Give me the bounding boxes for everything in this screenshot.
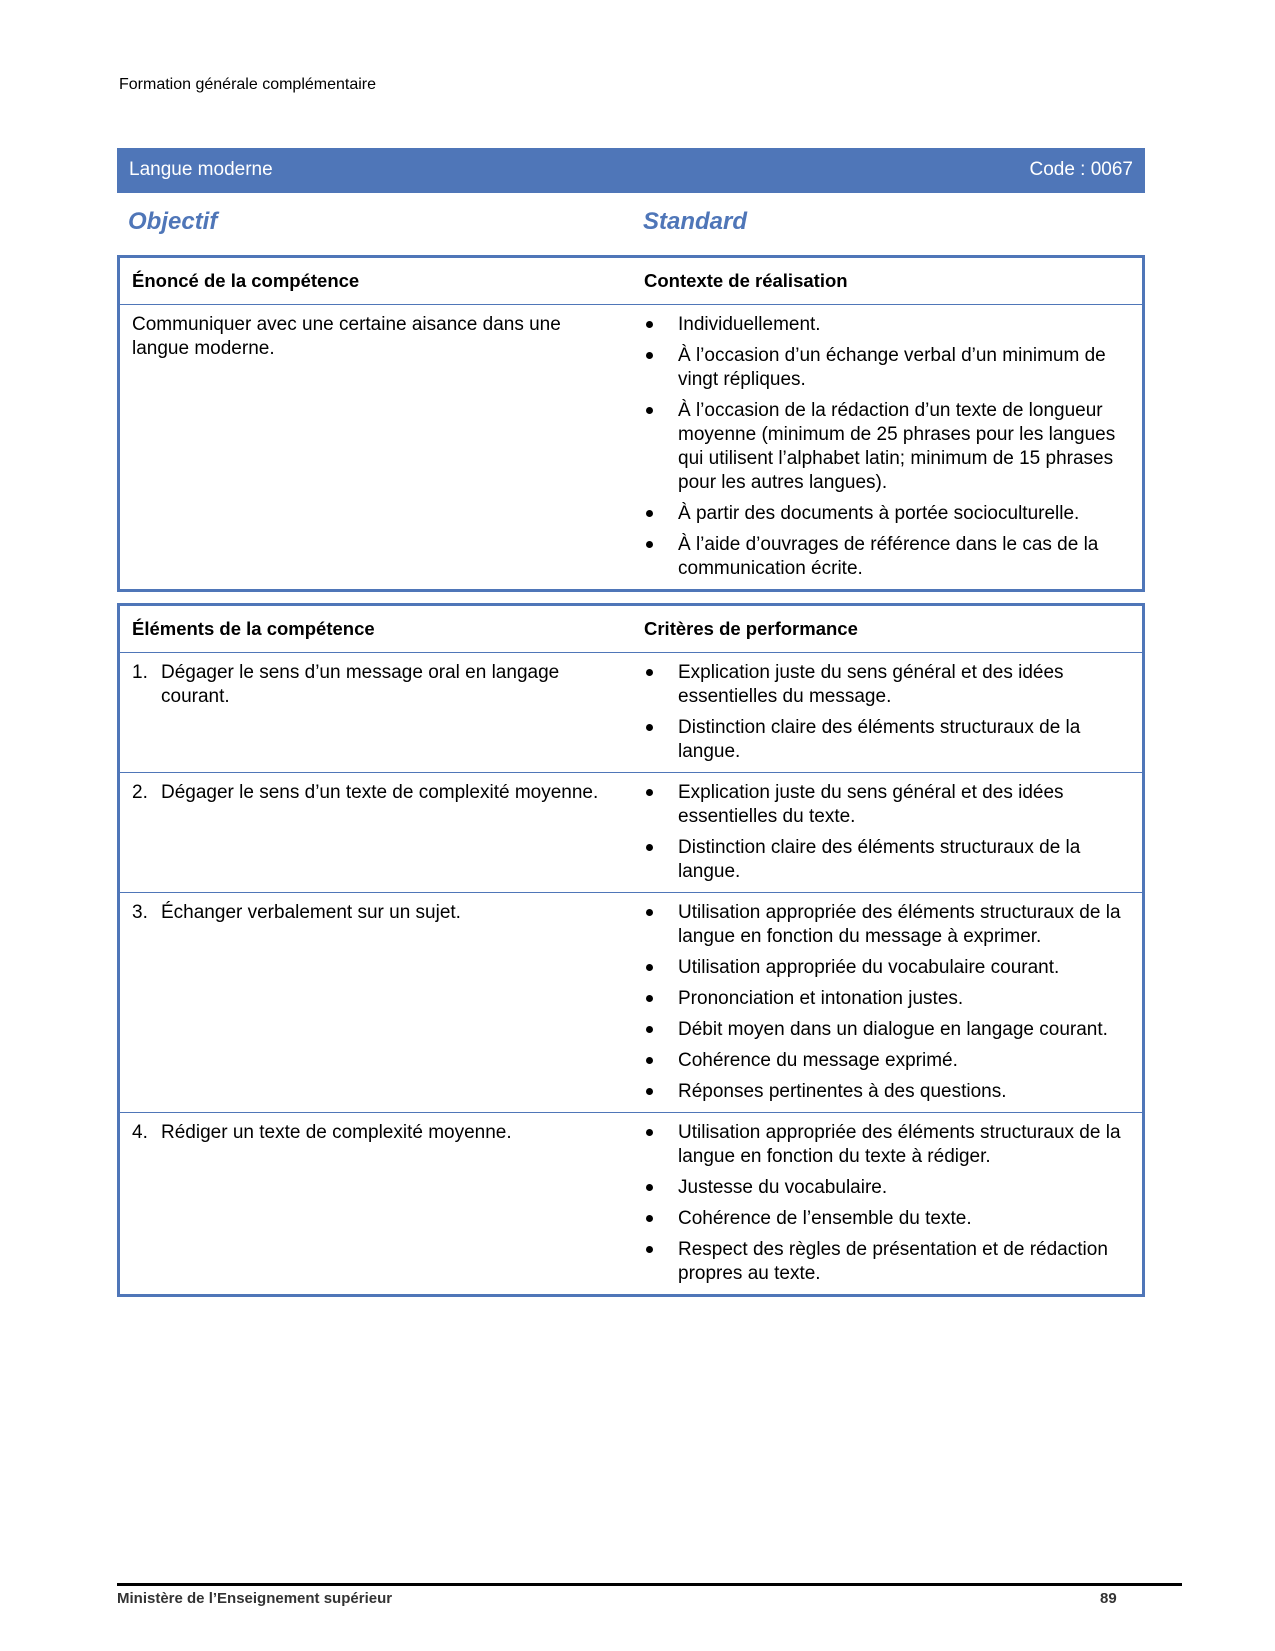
footer-rule bbox=[117, 1583, 1182, 1586]
element-text: Dégager le sens d’un message oral en langage courant. bbox=[161, 662, 560, 707]
bullet-icon bbox=[646, 1184, 653, 1191]
bullet-icon bbox=[646, 995, 653, 1002]
list-item: Cohérence du message exprimé. bbox=[644, 1049, 1134, 1073]
list-item: À partir des documents à portée socioculturelle. bbox=[644, 502, 1134, 526]
course-title-bar bbox=[117, 148, 1145, 193]
bullet-icon bbox=[646, 510, 653, 517]
list-item: Distinction claire des éléments structuraux de la langue. bbox=[644, 836, 1134, 884]
criteres-list bbox=[644, 661, 1134, 764]
list-item: Prononciation et intonation justes. bbox=[644, 987, 1134, 1011]
list-item: Explication juste du sens général et des idées essentielles du message. bbox=[644, 661, 1134, 709]
bullet-icon bbox=[646, 964, 653, 971]
element-text: Dégager le sens d’un texte de complexité moyenne. bbox=[161, 782, 599, 803]
footer-ministry: Ministère de l’Enseignement supérieur bbox=[117, 1590, 393, 1607]
criteres-list bbox=[644, 781, 1134, 884]
criteres-list bbox=[644, 1121, 1134, 1286]
element-number: 4. bbox=[132, 1122, 148, 1143]
bullet-icon bbox=[646, 1057, 653, 1064]
list-item: Utilisation appropriée des éléments structuraux de la langue en fonction du texte à rédiger. bbox=[644, 1121, 1134, 1169]
list-item: Distinction claire des éléments structuraux de la langue. bbox=[644, 716, 1134, 764]
bullet-icon bbox=[646, 724, 653, 731]
bullet-icon bbox=[646, 407, 653, 414]
list-item: Débit moyen dans un dialogue en langage courant. bbox=[644, 1018, 1134, 1042]
table-row bbox=[119, 1113, 1144, 1296]
list-item: Utilisation appropriée du vocabulaire courant. bbox=[644, 956, 1134, 980]
course-code: Code : 0067 bbox=[1029, 159, 1133, 180]
element-number: 1. bbox=[132, 662, 148, 683]
course-name: Langue moderne bbox=[129, 159, 273, 180]
elements-header: Éléments de la compétence bbox=[119, 605, 645, 653]
list-item: Explication juste du sens général et des idées essentielles du texte. bbox=[644, 781, 1134, 829]
list-item: Cohérence de l’ensemble du texte. bbox=[644, 1207, 1134, 1231]
list-item: Réponses pertinentes à des questions. bbox=[644, 1080, 1134, 1104]
competence-table bbox=[117, 255, 1145, 592]
contexte-header: Contexte de réalisation bbox=[644, 257, 1144, 305]
bullet-icon bbox=[646, 789, 653, 796]
element-number: 3. bbox=[132, 902, 148, 923]
element-text: Rédiger un texte de complexité moyenne. bbox=[161, 1122, 512, 1143]
enonce-header: Énoncé de la compétence bbox=[119, 257, 645, 305]
list-item: Utilisation appropriée des éléments structuraux de la langue en fonction du message à exprimer. bbox=[644, 901, 1134, 949]
bullet-icon bbox=[646, 669, 653, 676]
list-item: À l’aide d’ouvrages de référence dans le cas de la communication écrite. bbox=[644, 533, 1134, 581]
bullet-icon bbox=[646, 909, 653, 916]
table-row bbox=[119, 653, 1144, 773]
list-item: Individuellement. bbox=[644, 313, 1134, 337]
page-number: 89 bbox=[1100, 1590, 1117, 1607]
bullet-icon bbox=[646, 321, 653, 328]
contexte-list bbox=[644, 313, 1134, 581]
bullet-icon bbox=[646, 352, 653, 359]
bullet-icon bbox=[646, 1129, 653, 1136]
element-number: 2. bbox=[132, 782, 148, 803]
list-item: Respect des règles de présentation et de rédaction propres au texte. bbox=[644, 1238, 1134, 1286]
list-item: À l’occasion d’un échange verbal d’un minimum de vingt répliques. bbox=[644, 344, 1134, 392]
bullet-icon bbox=[646, 1088, 653, 1095]
table-row bbox=[119, 893, 1144, 1113]
list-item: Justesse du vocabulaire. bbox=[644, 1176, 1134, 1200]
list-item: À l’occasion de la rédaction d’un texte de longueur moyenne (minimum de 25 phrases pour les langues qui utilisent l’alphabet latin; minimum de 15 phrases pour les autres langues). bbox=[644, 399, 1134, 495]
elements-table bbox=[117, 603, 1145, 1297]
bullet-icon bbox=[646, 844, 653, 851]
bullet-icon bbox=[646, 541, 653, 548]
bullet-icon bbox=[646, 1215, 653, 1222]
criteres-header: Critères de performance bbox=[644, 605, 1144, 653]
bullet-icon bbox=[646, 1026, 653, 1033]
objectif-heading: Objectif bbox=[128, 208, 218, 235]
enonce-text: Communiquer avec une certaine aisance dans une langue moderne. bbox=[132, 314, 561, 359]
criteres-list bbox=[644, 901, 1134, 1104]
bullet-icon bbox=[646, 1246, 653, 1253]
running-title: Formation générale complémentaire bbox=[119, 76, 377, 93]
standard-heading: Standard bbox=[643, 208, 748, 235]
table-row bbox=[119, 773, 1144, 893]
element-text: Échanger verbalement sur un sujet. bbox=[161, 902, 461, 923]
